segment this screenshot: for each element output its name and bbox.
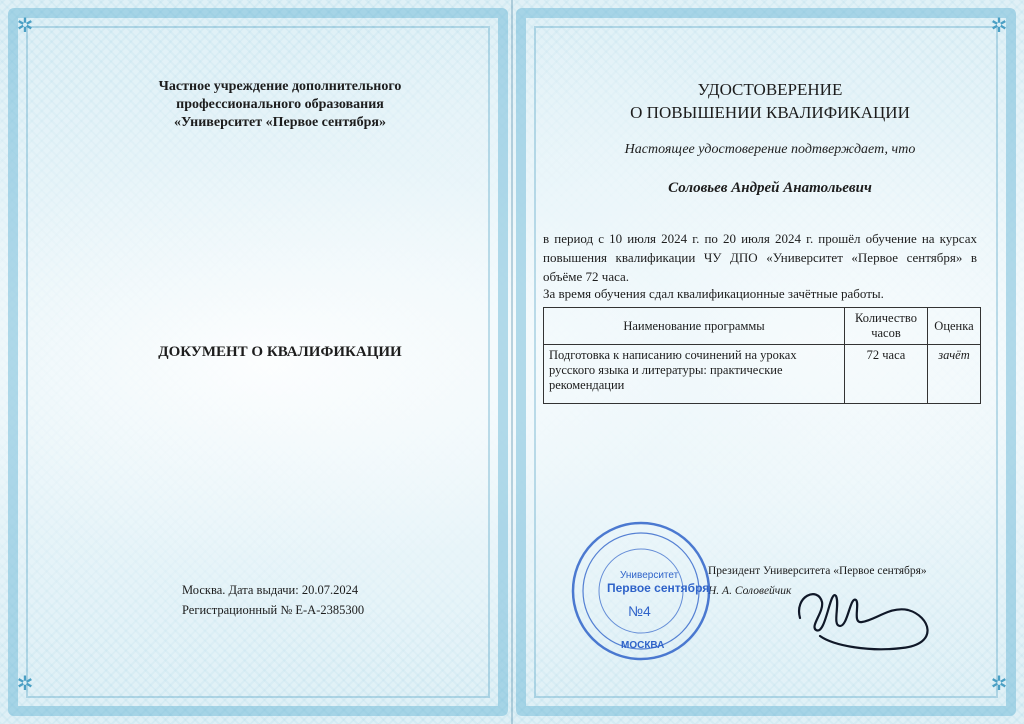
- program-name: Подготовка к написанию сочинений на уроках русского языка и литературы: практические рекомендации: [544, 345, 845, 404]
- document-title: ДОКУМЕНТ О КВАЛИФИКАЦИИ: [158, 344, 402, 360]
- program-grade: зачёт: [928, 345, 981, 404]
- holder-name: Соловьев Андрей Анатольевич: [668, 180, 872, 196]
- program-hours: 72 часа: [845, 345, 928, 404]
- president-title: Президент Университета «Первое сентября»: [708, 565, 927, 577]
- official-stamp: [570, 520, 712, 662]
- organization-line: «Университет «Первое сентября»: [174, 115, 386, 130]
- issue-date: Москва. Дата выдачи: 20.07.2024: [182, 583, 359, 597]
- table-row: [544, 345, 981, 404]
- registration-number: Регистрационный № Е-А-2385300: [182, 603, 365, 617]
- certificate-title-line: О ПОВЫШЕНИИ КВАЛИФИКАЦИИ: [630, 103, 910, 122]
- confirm-text: Настоящее удостоверение подтверждает, что: [624, 142, 916, 157]
- exams-text: За время обучения сдал квалификационные зачётные работы.: [543, 286, 884, 301]
- stamp-line1: Университет: [620, 570, 679, 581]
- header-program: Наименование программы: [544, 308, 845, 345]
- president-name: Н. А. Соловейчик: [708, 585, 792, 597]
- issue-info: [182, 580, 364, 620]
- certificate-title-line: УДОСТОВЕРЕНИЕ: [697, 80, 843, 99]
- ornament-icon: ✲: [990, 13, 1008, 37]
- organization-line: профессионального образования: [176, 97, 384, 112]
- training-period: в период с 10 июля 2024 г. по 20 июля 2024 г. прошёл обучение на курсах повышения квалификации ЧУ ДПО «Университет «Первое сентября» в объёме 72 часа.: [543, 231, 977, 284]
- certificate-title: [560, 78, 980, 124]
- president-signature: [790, 566, 940, 656]
- ornament-icon: ✲: [990, 671, 1008, 695]
- stamp-line2: Первое сентября: [607, 581, 710, 595]
- organization-line: Частное учреждение дополнительного: [158, 79, 402, 94]
- stamp-city: МОСКВА: [621, 640, 665, 651]
- organization-name: [130, 78, 430, 132]
- table-header-row: [544, 308, 981, 345]
- header-hours: Количество часов: [845, 308, 928, 345]
- header-grade: Оценка: [928, 308, 981, 345]
- page-fold: [511, 0, 513, 724]
- ornament-icon: ✲: [16, 671, 34, 695]
- ornament-icon: ✲: [16, 13, 34, 37]
- stamp-number: №4: [628, 603, 651, 619]
- programs-table: [543, 307, 981, 404]
